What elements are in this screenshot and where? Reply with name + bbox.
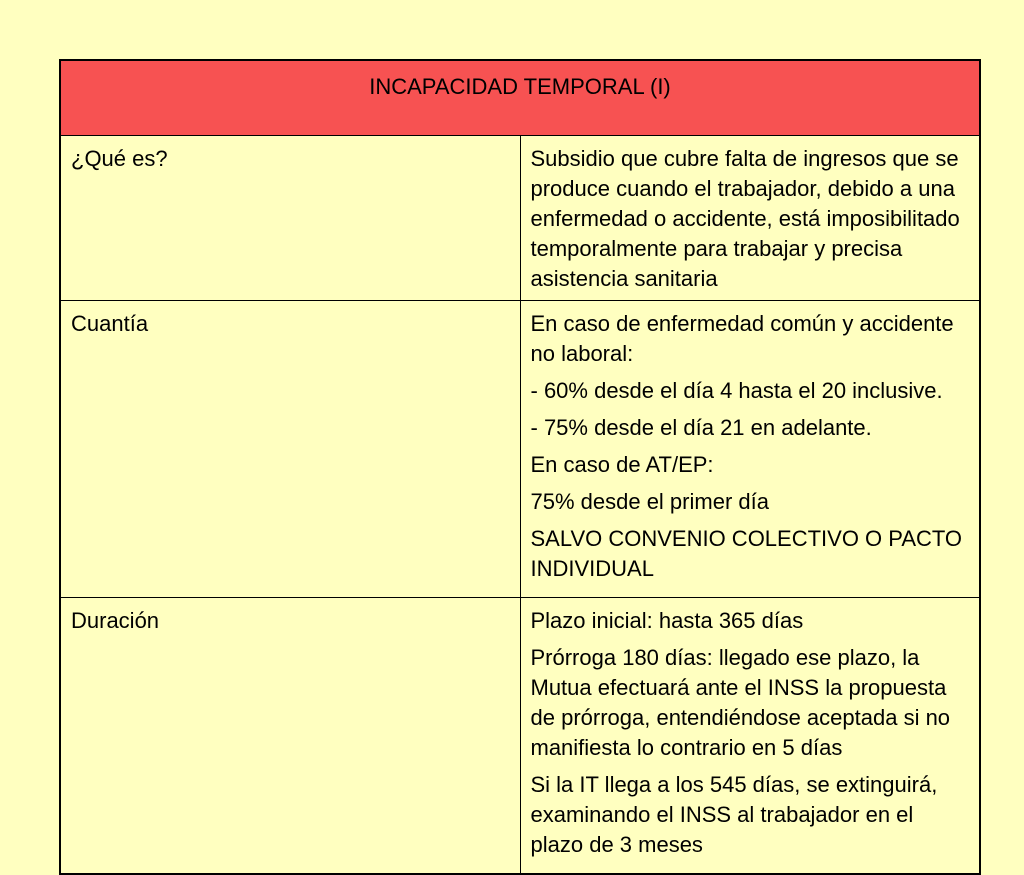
row-label-duracion: Duración xyxy=(71,608,160,633)
row-label-cell xyxy=(60,301,520,598)
cuantia-paragraph: En caso de AT/EP: xyxy=(530,452,714,477)
row-content-cuantia xyxy=(520,301,980,598)
table-row-cuantia xyxy=(60,301,980,598)
row-content-duracion xyxy=(520,598,980,875)
row-label-que-es: ¿Qué es? xyxy=(71,146,168,171)
header-row xyxy=(60,60,980,136)
row-label-cuantia: Cuantía xyxy=(71,311,149,336)
cuantia-paragraph: SALVO CONVENIO COLECTIVO O PACTO INDIVIDUAL xyxy=(530,526,963,581)
row-content-que-es xyxy=(520,136,980,301)
cuantia-paragraph: En caso de enfermedad común y accidente no laboral: xyxy=(530,311,954,366)
table-row-duracion xyxy=(60,598,980,875)
incapacidad-temporal-table xyxy=(59,59,981,875)
cuantia-paragraph: 75% desde el primer día xyxy=(530,489,769,514)
row-label-cell xyxy=(60,598,520,875)
duracion-paragraph: Plazo inicial: hasta 365 días xyxy=(530,608,804,633)
duracion-paragraph: Si la IT llega a los 545 días, se extinguirá, examinando el INSS al trabajador en el plazo de 3 meses xyxy=(530,772,938,857)
duracion-paragraph: Prórroga 180 días: llegado ese plazo, la Mutua efectuará ante el INSS la propuesta de prórroga, entendiéndose aceptada si no manifiesta lo contrario en 5 días xyxy=(530,645,951,760)
cuantia-paragraph: - 75% desde el día 21 en adelante. xyxy=(530,415,872,440)
cuantia-paragraph: - 60% desde el día 4 hasta el 20 inclusive. xyxy=(530,378,943,403)
row-label-cell xyxy=(60,136,520,301)
definition-text: Subsidio que cubre falta de ingresos que se produce cuando el trabajador, debido a una enfermedad o accidente, está imposibilitado temporalmente para trabajar y precisa asistencia sanitaria xyxy=(530,146,960,291)
table-title: INCAPACIDAD TEMPORAL (I) xyxy=(369,74,671,99)
table-header xyxy=(60,60,980,136)
table-row-que-es xyxy=(60,136,980,301)
